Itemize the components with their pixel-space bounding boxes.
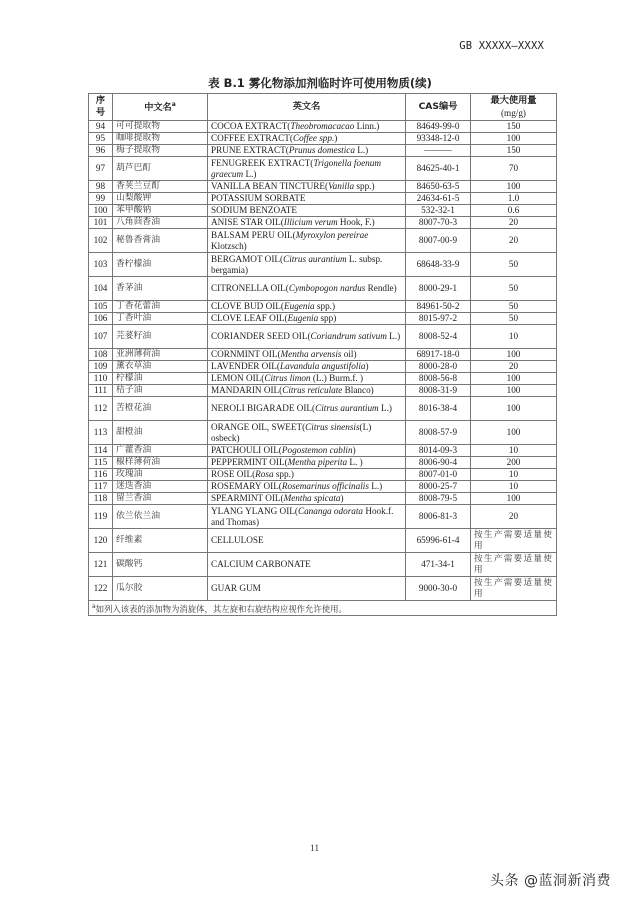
max-usage: 50 (471, 301, 557, 313)
header-cas: CAS编号 (406, 94, 471, 121)
table-row (89, 157, 557, 181)
chinese-name: 香柠檬油 (113, 253, 208, 277)
max-usage: 100 (471, 181, 557, 193)
chinese-name: 广藿香油 (113, 445, 208, 457)
max-usage: 70 (471, 157, 557, 181)
english-name: ROSEMARY OIL(Rosemarinus officinalis L.) (208, 481, 406, 493)
chinese-name: 可可提取物 (113, 121, 208, 133)
english-name: FENUGREEK EXTRACT(Trigonella foenum graecum L.) (208, 157, 406, 181)
table-row (89, 457, 557, 469)
header-no: 序号 (89, 94, 113, 121)
max-usage: 100 (471, 421, 557, 445)
header-max-usage: 最大使用量 (mg/g) (471, 94, 557, 121)
max-usage: 100 (471, 349, 557, 361)
cas-number: 8000-28-0 (406, 361, 471, 373)
standard-code: GB XXXXX—XXXX (459, 40, 544, 52)
row-number: 117 (89, 481, 113, 493)
table-row (89, 421, 557, 445)
chinese-name: 薰衣草油 (113, 361, 208, 373)
cas-number: 8007-00-9 (406, 229, 471, 253)
max-usage: 20 (471, 229, 557, 253)
max-usage: 按生产需要适量使用 (471, 577, 557, 601)
english-name: LAVENDER OIL(Lavandula angustifolia) (208, 361, 406, 373)
row-number: 94 (89, 121, 113, 133)
cas-number: 84625-40-1 (406, 157, 471, 181)
english-name: COCOA EXTRACT(Theobromacacao Linn.) (208, 121, 406, 133)
table-row (89, 553, 557, 577)
chinese-name: 甜橙油 (113, 421, 208, 445)
table-row (89, 493, 557, 505)
english-name: PRUNE EXTRACT(Prunus domestica L.) (208, 145, 406, 157)
max-usage: 20 (471, 505, 557, 529)
cas-number: 8007-01-0 (406, 469, 471, 481)
chinese-name: 玫瑰油 (113, 469, 208, 481)
cas-number: 8006-90-4 (406, 457, 471, 469)
english-name: ROSE OIL(Rosa spp.) (208, 469, 406, 481)
table-header-row (89, 94, 557, 121)
max-usage: 20 (471, 361, 557, 373)
row-number: 106 (89, 313, 113, 325)
row-number: 120 (89, 529, 113, 553)
chinese-name: 苦橙花油 (113, 397, 208, 421)
max-usage: 50 (471, 253, 557, 277)
max-usage: 1.0 (471, 193, 557, 205)
header-en-name: 英文名 (208, 94, 406, 121)
english-name: MANDARIN OIL(Citrus reticulate Blanco) (208, 385, 406, 397)
row-number: 107 (89, 325, 113, 349)
row-number: 101 (89, 217, 113, 229)
english-name: ORANGE OIL, SWEET(Citrus sinensis(L) osbeck) (208, 421, 406, 445)
row-number: 105 (89, 301, 113, 313)
table-row (89, 229, 557, 253)
chinese-name: 椒样薄荷油 (113, 457, 208, 469)
cas-number: 8000-25-7 (406, 481, 471, 493)
chinese-name: 咖啡提取物 (113, 133, 208, 145)
table-row (89, 397, 557, 421)
max-usage: 50 (471, 313, 557, 325)
row-number: 99 (89, 193, 113, 205)
cas-number: 84961-50-2 (406, 301, 471, 313)
english-name: CORNMINT OIL(Mentha arvensis oil) (208, 349, 406, 361)
row-number: 98 (89, 181, 113, 193)
row-number: 109 (89, 361, 113, 373)
chinese-name: 香荚兰豆酊 (113, 181, 208, 193)
table-row (89, 181, 557, 193)
table-body (89, 121, 557, 601)
table-row (89, 577, 557, 601)
max-usage: 100 (471, 385, 557, 397)
cas-number: 8008-52-4 (406, 325, 471, 349)
table-row (89, 349, 557, 361)
cas-number: 24634-61-5 (406, 193, 471, 205)
cas-number: 68917-18-0 (406, 349, 471, 361)
watermark: 头条 @蓝洞新消费 (490, 873, 611, 889)
row-number: 112 (89, 397, 113, 421)
chinese-name: 纤维素 (113, 529, 208, 553)
english-name: NEROLI BIGARADE OIL(Citrus aurantium L.) (208, 397, 406, 421)
english-name: CLOVE LEAF OIL(Eugenia spp) (208, 313, 406, 325)
row-number: 121 (89, 553, 113, 577)
max-usage: 100 (471, 133, 557, 145)
cas-number: 8016-38-4 (406, 397, 471, 421)
page-number: 11 (310, 844, 320, 854)
cas-number: 532-32-1 (406, 205, 471, 217)
english-name: SODIUM BENZOATE (208, 205, 406, 217)
chinese-name: 丁香花蕾油 (113, 301, 208, 313)
chinese-name: 碳酸钙 (113, 553, 208, 577)
row-number: 102 (89, 229, 113, 253)
row-number: 108 (89, 349, 113, 361)
row-number: 116 (89, 469, 113, 481)
max-usage: 150 (471, 145, 557, 157)
cas-number: 8008-56-8 (406, 373, 471, 385)
cas-number: 8000-29-1 (406, 277, 471, 301)
max-usage: 100 (471, 493, 557, 505)
row-number: 100 (89, 205, 113, 217)
table-row (89, 385, 557, 397)
table-row (89, 481, 557, 493)
row-number: 110 (89, 373, 113, 385)
english-name: COFFEE EXTRACT(Coffee spp.) (208, 133, 406, 145)
cas-number: 8006-81-3 (406, 505, 471, 529)
cas-number: 93348-12-0 (406, 133, 471, 145)
cas-number: 8014-09-3 (406, 445, 471, 457)
table-row (89, 361, 557, 373)
english-name: VANILLA BEAN TINCTURE(Vanilla spp.) (208, 181, 406, 193)
table-row (89, 133, 557, 145)
chinese-name: 迷迭香油 (113, 481, 208, 493)
header-cn-name: 中文名$^a$ (113, 94, 208, 121)
english-name: POTASSIUM SORBATE (208, 193, 406, 205)
english-name: BALSAM PERU OIL(Myroxylon pereirae Klotzsch) (208, 229, 406, 253)
row-number: 96 (89, 145, 113, 157)
table-row (89, 253, 557, 277)
max-usage: 100 (471, 397, 557, 421)
chinese-name: 香茅油 (113, 277, 208, 301)
table-row (89, 469, 557, 481)
table-row (89, 277, 557, 301)
english-name: PATCHOULI OIL(Pogostemon cablin) (208, 445, 406, 457)
chinese-name: 八角茴香油 (113, 217, 208, 229)
chinese-name: 留兰香油 (113, 493, 208, 505)
table-row (89, 445, 557, 457)
chinese-name: 葫芦巴酊 (113, 157, 208, 181)
table-row (89, 529, 557, 553)
row-number: 115 (89, 457, 113, 469)
cas-number: 9000-30-0 (406, 577, 471, 601)
row-number: 119 (89, 505, 113, 529)
row-number: 118 (89, 493, 113, 505)
row-number: 95 (89, 133, 113, 145)
chinese-name: 苯甲酸钠 (113, 205, 208, 217)
chinese-name: 桔子油 (113, 385, 208, 397)
max-usage: 10 (471, 469, 557, 481)
table-row (89, 373, 557, 385)
chinese-name: 丁香叶油 (113, 313, 208, 325)
english-name: CALCIUM CARBONATE (208, 553, 406, 577)
english-name: LEMON OIL(Citrus limon (L.) Burm.f. ) (208, 373, 406, 385)
row-number: 114 (89, 445, 113, 457)
cas-number: 84650-63-5 (406, 181, 471, 193)
footnote: $^a$如列入该表的添加物为消旋体，其左旋和右旋结构应视作允许使用。 (89, 601, 557, 616)
chinese-name: 柠檬油 (113, 373, 208, 385)
table-row (89, 121, 557, 133)
chinese-name: 亚洲薄荷油 (113, 349, 208, 361)
max-usage: 200 (471, 457, 557, 469)
table-row (89, 205, 557, 217)
max-usage: 0.6 (471, 205, 557, 217)
max-usage: 按生产需要适量使用 (471, 529, 557, 553)
chinese-name: 瓜尔胶 (113, 577, 208, 601)
row-number: 97 (89, 157, 113, 181)
row-number: 103 (89, 253, 113, 277)
english-name: CELLULOSE (208, 529, 406, 553)
table-row (89, 325, 557, 349)
chinese-name: 梅子提取物 (113, 145, 208, 157)
english-name: BERGAMOT OIL(Citrus aurantium L. subsp. bergamia) (208, 253, 406, 277)
cas-number: 8008-57-9 (406, 421, 471, 445)
english-name: PEPPERMINT OIL(Mentha piperita L. ) (208, 457, 406, 469)
cas-number: 8008-79-5 (406, 493, 471, 505)
table-row (89, 505, 557, 529)
english-name: SPEARMINT OIL(Mentha spicata) (208, 493, 406, 505)
row-number: 113 (89, 421, 113, 445)
table-row (89, 301, 557, 313)
chinese-name: 山梨酸钾 (113, 193, 208, 205)
chinese-name: 依兰依兰油 (113, 505, 208, 529)
cas-number: 84649-99-0 (406, 121, 471, 133)
max-usage: 150 (471, 121, 557, 133)
max-usage: 50 (471, 277, 557, 301)
cas-number: 8008-31-9 (406, 385, 471, 397)
cas-number: 68648-33-9 (406, 253, 471, 277)
table-row (89, 217, 557, 229)
cas-number: 65996-61-4 (406, 529, 471, 553)
english-name: CITRONELLA OIL(Cymbopogon nardus Rendle) (208, 277, 406, 301)
table-row (89, 193, 557, 205)
cas-number: ——— (406, 145, 471, 157)
english-name: YLANG YLANG OIL(Cananga odorata Hook.f. and Thomas) (208, 505, 406, 529)
max-usage: 20 (471, 217, 557, 229)
row-number: 104 (89, 277, 113, 301)
max-usage: 10 (471, 325, 557, 349)
chinese-name: 芫荽籽油 (113, 325, 208, 349)
table-title: 表 B.1 雾化物添加剂临时许可使用物质(续) (208, 76, 432, 90)
max-usage: 10 (471, 445, 557, 457)
english-name: CLOVE BUD OIL(Eugenia spp.) (208, 301, 406, 313)
max-usage: 10 (471, 481, 557, 493)
cas-number: 8015-97-2 (406, 313, 471, 325)
cas-number: 8007-70-3 (406, 217, 471, 229)
table-row (89, 145, 557, 157)
table-row (89, 313, 557, 325)
row-number: 122 (89, 577, 113, 601)
row-number: 111 (89, 385, 113, 397)
english-name: CORIANDER SEED OIL(Coriandrum sativum L.) (208, 325, 406, 349)
substances-table (88, 93, 557, 616)
max-usage: 按生产需要适量使用 (471, 553, 557, 577)
english-name: GUAR GUM (208, 577, 406, 601)
cas-number: 471-34-1 (406, 553, 471, 577)
footnote-row (89, 601, 557, 616)
english-name: ANISE STAR OIL(Illicium verum Hook, F.) (208, 217, 406, 229)
chinese-name: 秘鲁香膏油 (113, 229, 208, 253)
max-usage: 100 (471, 373, 557, 385)
